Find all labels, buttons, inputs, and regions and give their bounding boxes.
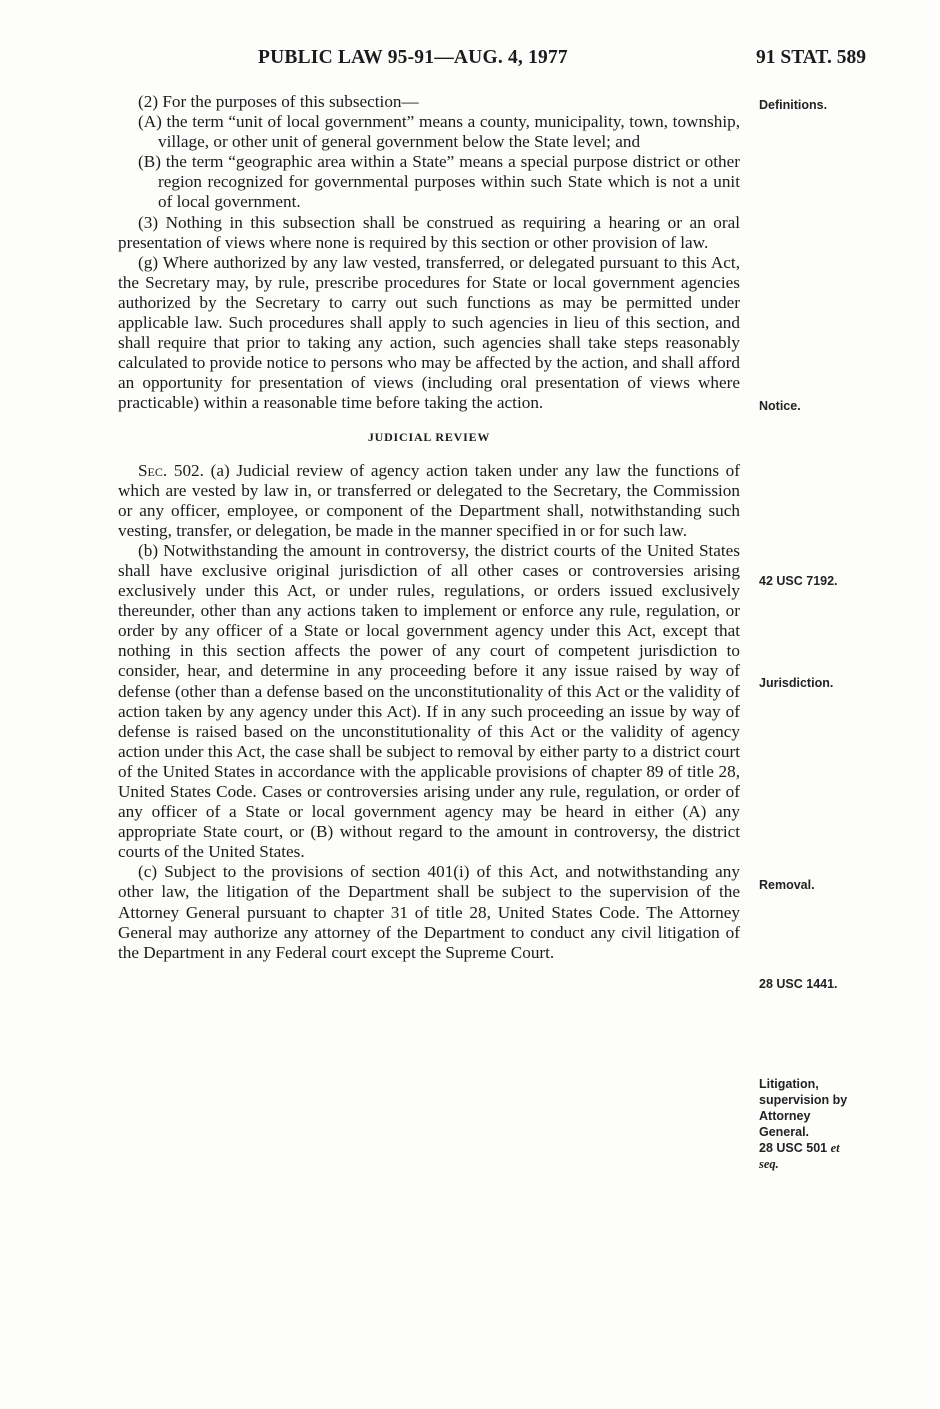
margin-note-litigation-line-1: Litigation, [759,1077,819,1091]
statute-page-number: 91 STAT. 589 [756,47,866,68]
margin-note-jurisdiction: Jurisdiction. [759,676,834,690]
margin-note-removal: Removal. [759,878,815,892]
margin-note-litigation [759,1076,847,1172]
margin-note-litigation-line-3: Attorney [759,1109,811,1123]
margin-note-usc-1441: 28 USC 1441. [759,977,838,991]
main-text-column [118,92,740,963]
subsection-g: (g) Where authorized by any law vested, transferred, or delegated pursuant to this Act, the Secretary may, by rule, prescribe procedures for State or local government agencies authorized by the Secretary to carry out such functions as may be permitted under applicable law. Such procedures shall apply to such agencies in lieu of this section, and shall require that prior to taking any action, such agencies shall take steps reasonably calculated to provide notice to persons who may be affected by the action, and shall afford an opportunity for presentation of views (including oral presentation of views where practicable) within a reasonable time before taking the action. [118,252,740,413]
usc-501-seq: seq. [759,1157,779,1171]
section-heading-judicial-review: JUDICIAL REVIEW [367,429,491,444]
margin-note-definitions: Definitions. [759,98,828,112]
section-502-a-text: 502. (a) Judicial review of agency action taken under any law the functions of which are vested by law in, or transferred or delegated to the Secretary, the Commission or any officer, employee, or component of the Department shall, notwithstanding such vesting, transfer, or delegation, be made in the manner specified in or for such law. [118,460,740,540]
paragraph-3: (3) Nothing in this subsection shall be construed as requiring a hearing or an oral presentation of views where none is required by this section or other provision of law. [118,212,740,252]
margin-note-litigation-line-2: supervision by [759,1093,848,1107]
margin-note-usc-501 [759,1140,847,1156]
usc-501-et: et [830,1141,840,1155]
margin-note-litigation-line-4: General. [759,1125,810,1139]
paragraph-2-intro: (2) For the purposes of this subsection— [138,92,419,111]
usc-501-citation: 28 USC 501 [759,1141,828,1155]
margin-note-notice: Notice. [759,399,801,413]
section-label: Sec. [138,460,168,480]
section-502-b: (b) Notwithstanding the amount in controversy, the district courts of the United States shall have exclusive original jurisdiction of all other cases or controversies arising exclusively under this Act, or under rules, regulations, or orders issued exclusively thereunder, other than any actions taken to implement or enforce any rule, regulation, or order by any officer of a State or local government agency under this Act, except that nothing in this section affects the power of any court of competent jurisdiction to consider, hear, and determine in any proceeding before it any issue raised by way of defense (other than a defense based on the unconstitutionality of this Act or the validity of action taken by any agency under this Act). If in any such proceeding an issue by way of defense is raised based on the unconstitutionality of this Act or the validity of agency action under this Act, the case shall be subject to removal by either party to a district court of the United States in accordance with the applicable provisions of chapter 89 of title 28, United States Code. Cases or controversies arising under any rule, regulation, or order of any officer of a State or local government agency may be heard in either (A) any appropriate State court, or (B) without regard to the amount in controversy, the district courts of the United States. [118,540,740,862]
section-502-c: (c) Subject to the provisions of section 401(i) of this Act, and notwithstanding any other law, the litigation of the Department shall be subject to the supervision of the Attorney General pursuant to chapter 31 of title 28, United States Code. The Attorney General may authorize any attorney of the Department to conduct any civil litigation of the Department in any Federal court except the Supreme Court. [118,862,740,962]
paragraph-2a: (A) the term “unit of local government” means a county, municipality, town, township, village, or other unit of general government below the State level; and [138,112,740,152]
margin-note-usc-7192: 42 USC 7192. [759,574,838,588]
running-header-title: PUBLIC LAW 95-91—AUG. 4, 1977 [258,47,568,68]
paragraph-2b: (B) the term “geographic area within a State” means a special purpose district or other region recognized for governmental purposes within such State which is not a unit of local government. [138,152,740,212]
section-502-a [118,461,740,541]
